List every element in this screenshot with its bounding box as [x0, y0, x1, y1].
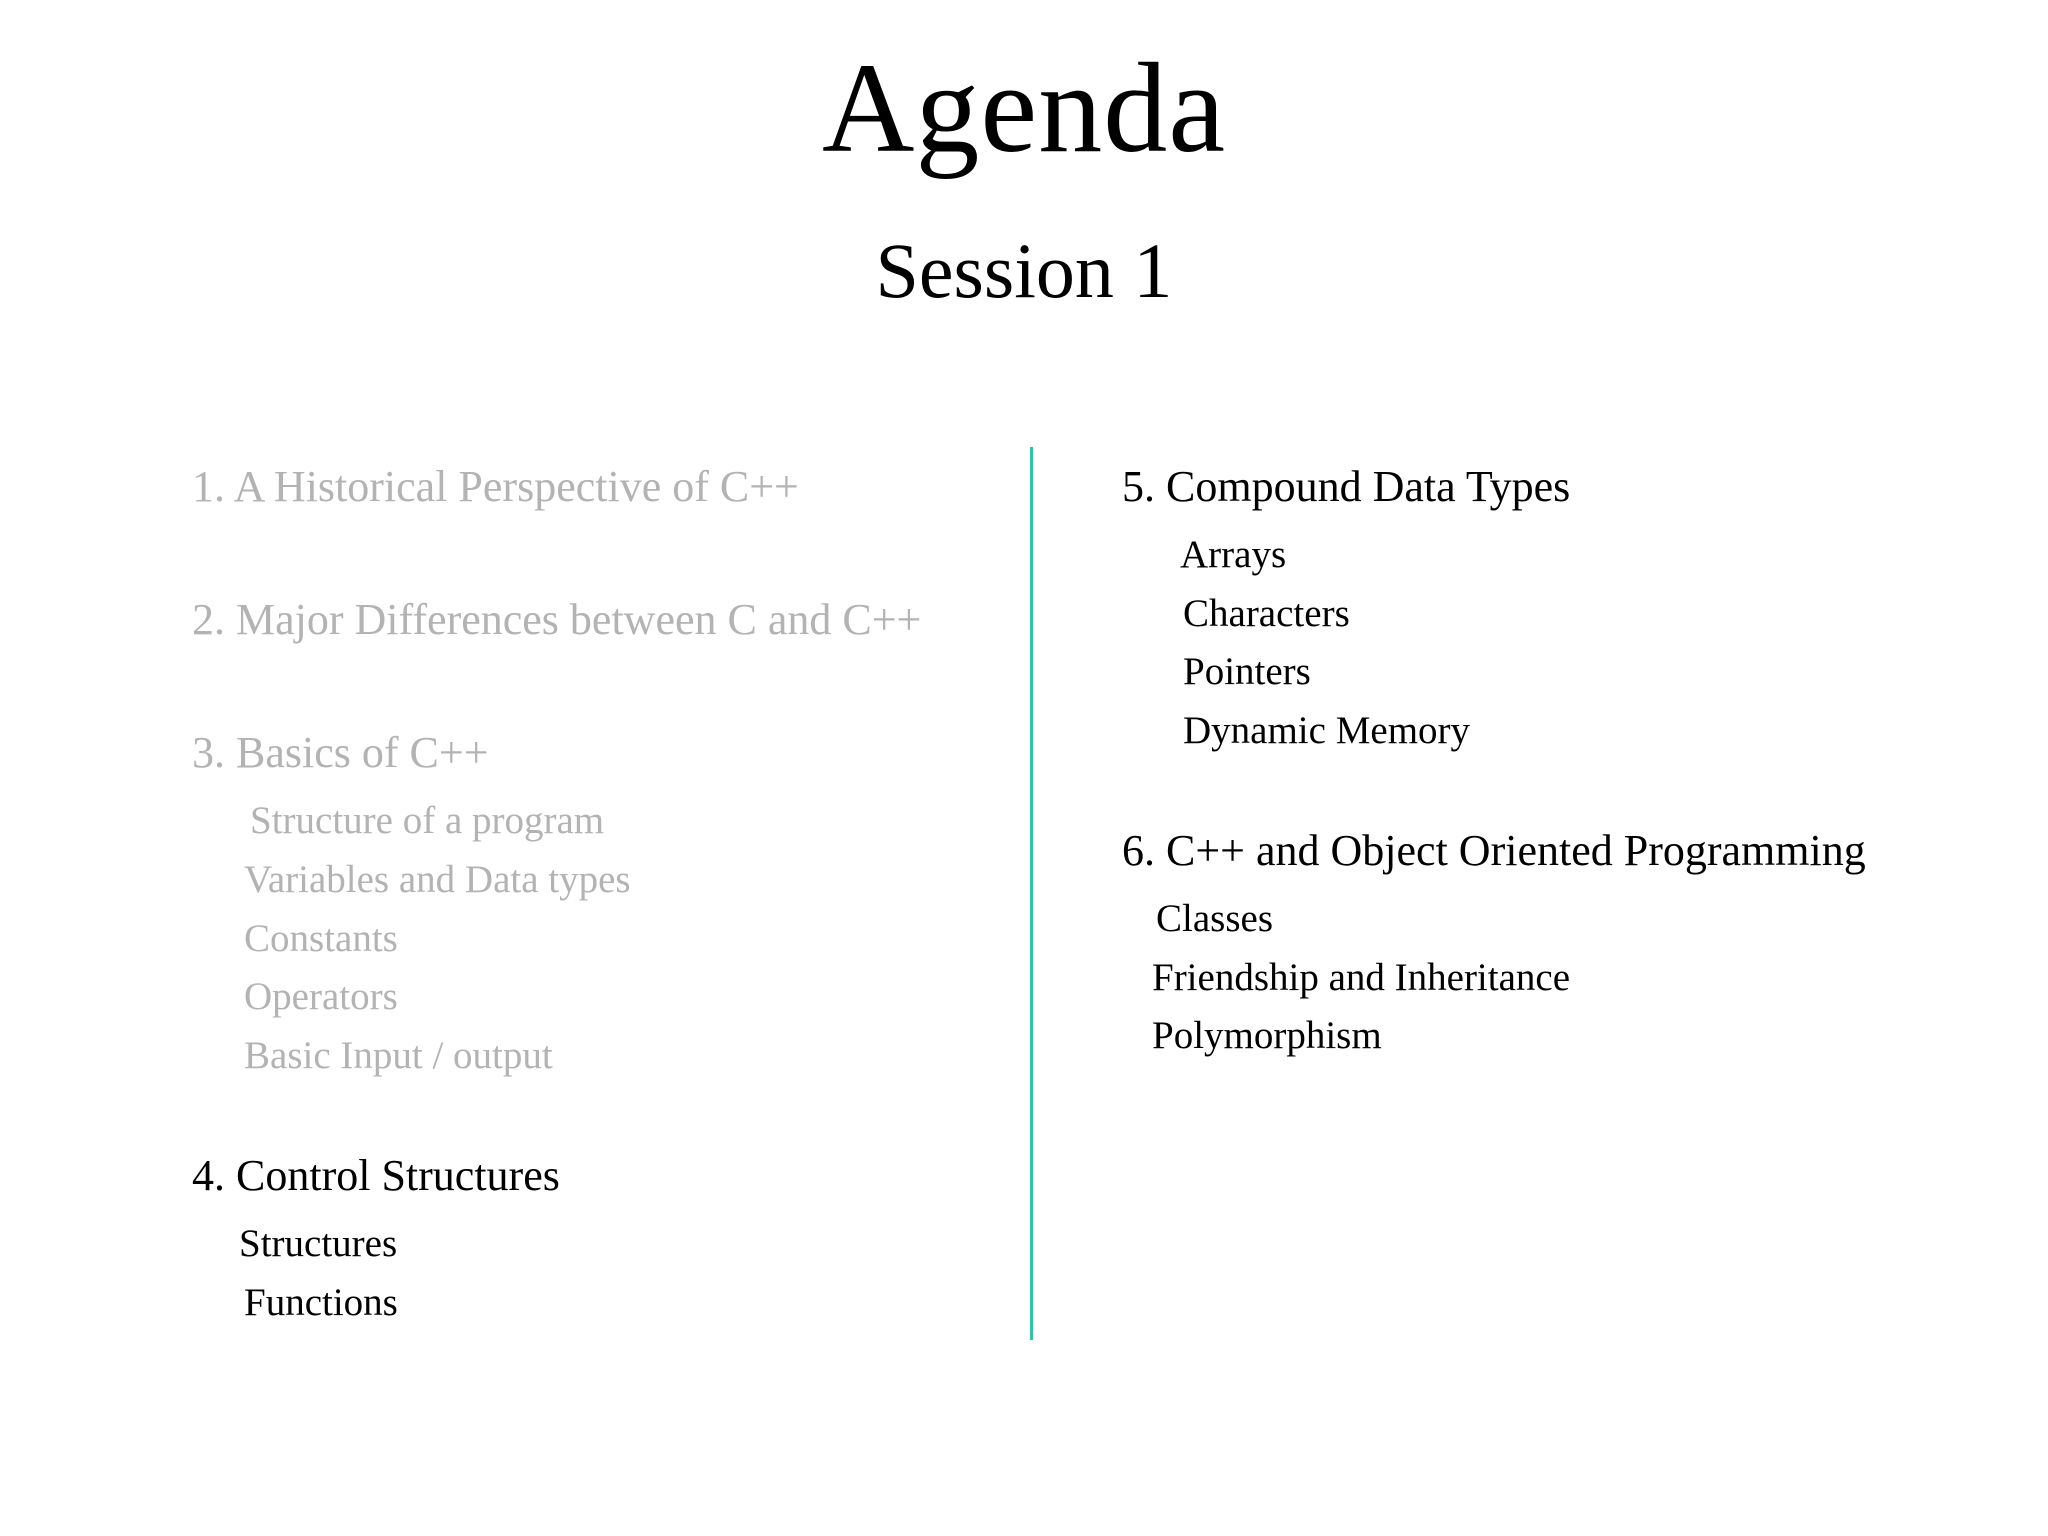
section-3-item: Operators [244, 975, 398, 1018]
slide-title: Agenda [821, 37, 1227, 179]
section-3-item: Basic Input / output [244, 1034, 553, 1077]
section-3-heading: 3. Basics of C++ [192, 728, 489, 777]
section-4-heading: 4. Control Structures [192, 1151, 560, 1200]
section-2-heading: 2. Major Differences between C and C++ [192, 595, 922, 644]
section-5-item: Pointers [1183, 650, 1311, 693]
section-3-item: Constants [244, 917, 398, 960]
section-5-item: Characters [1183, 592, 1350, 635]
section-5-item: Arrays [1180, 533, 1287, 576]
section-6-item: Polymorphism [1152, 1014, 1382, 1057]
section-6-heading: 6. C++ and Object Oriented Programming [1122, 826, 1866, 875]
section-6-item: Friendship and Inheritance [1152, 956, 1571, 999]
section-4-item: Structures [239, 1222, 398, 1265]
slide-subtitle: Session 1 [875, 227, 1173, 314]
section-5-item: Dynamic Memory [1183, 709, 1471, 752]
section-1-heading: 1. A Historical Perspective of C++ [192, 462, 799, 511]
column-divider [1030, 447, 1033, 1340]
section-3-item: Structure of a program [250, 799, 605, 842]
section-6-item: Classes [1156, 897, 1273, 940]
section-5-heading: 5. Compound Data Types [1122, 462, 1571, 511]
section-4-item: Functions [244, 1281, 398, 1324]
section-3-item: Variables and Data types [244, 858, 631, 901]
